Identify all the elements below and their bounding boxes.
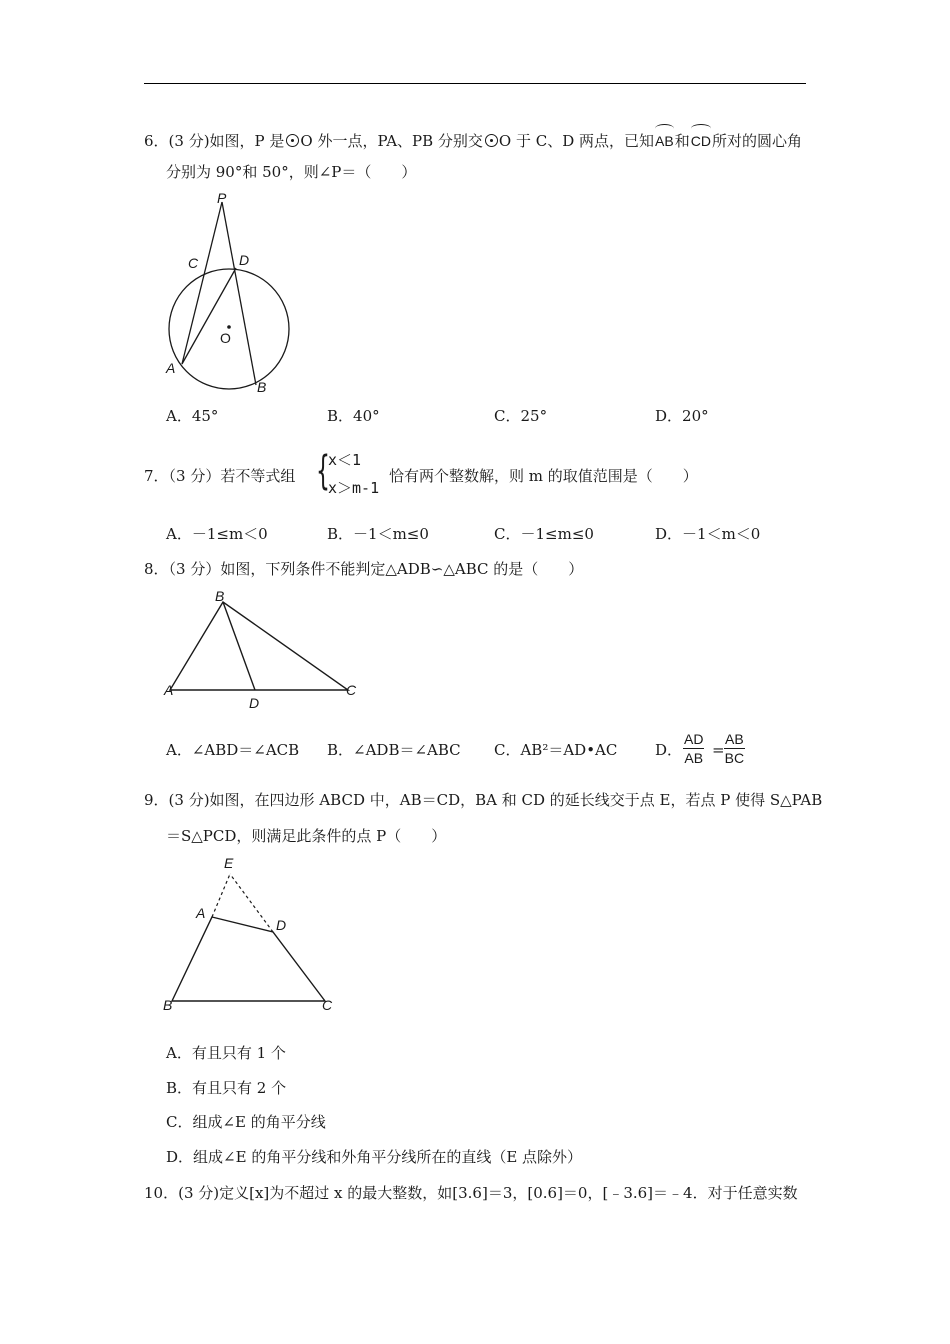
q9-option-c[interactable]: C．组成∠E 的角平分线 [166, 1113, 326, 1131]
circle-dot-icon [286, 134, 299, 147]
arc-ab: AB [655, 127, 674, 151]
q7-stem-prefix: 7．（3 分）若不等式组 [144, 467, 296, 485]
q6-option-a[interactable]: A．45° [166, 407, 219, 425]
label-p: P [217, 190, 227, 206]
q8-option-c[interactable]: C．AB²＝AD•AC [494, 741, 618, 759]
q8-option-d[interactable]: D． [655, 741, 683, 759]
circle-dot-icon [485, 134, 498, 147]
center-dot [227, 325, 231, 329]
label-a: A [166, 360, 176, 376]
label-d: D [239, 252, 250, 268]
q9-quadrilateral-figure [160, 850, 350, 1020]
inequality-system [316, 447, 396, 499]
inequality-row-1: x＜1 [328, 451, 362, 469]
label-a: A [164, 682, 174, 698]
q7-option-d[interactable]: D．－1＜m＜0 [655, 525, 761, 543]
inequality-row-2: x＞m-1 [328, 479, 380, 497]
q6-option-d[interactable]: D．20° [655, 407, 709, 425]
q9-stem-line1: 9．(3 分)如图，在四边形 ABCD 中，AB＝CD，BA 和 CD 的延长线交于点 E，若点 P 使得 S△PAB [144, 791, 823, 809]
q6-stem-line1: 6．(3 分)如图，P 是 O 外一点，PA、PB 分别交 O 于 C、D 两点，已知AB和CD所对的圆心角 [144, 127, 802, 151]
circle-o [169, 269, 289, 389]
fraction-ab-bc: $\frac{AB}{BC}$ [724, 731, 745, 766]
q8-stem: 8．（3 分）如图，下列条件不能判定△ADB∽△ABC 的是（ ） [144, 560, 584, 578]
label-b: B [163, 997, 173, 1013]
brace-icon: { [316, 448, 330, 494]
q6-stem-line2: 分别为 90°和 50°，则∠P＝（ ） [166, 163, 417, 181]
segment-ad [182, 268, 236, 364]
q7-stem-suffix: 恰有两个整数解，则 m 的取值范围是（ ） [389, 467, 698, 485]
triangle-abc [170, 602, 348, 690]
fraction-ad-ab: $\frac{AD}{AB}$ [684, 731, 704, 766]
q7-option-a[interactable]: A．－1≤m＜0 [166, 525, 268, 543]
q7-option-c[interactable]: C．－1≤m≤0 [494, 525, 594, 543]
label-d: D [249, 695, 260, 711]
segment-pa [182, 202, 222, 364]
q9-option-b[interactable]: B．有且只有 2 个 [166, 1079, 287, 1097]
header-rule [144, 83, 806, 84]
label-e: E [224, 855, 234, 871]
equals-sign: = [712, 741, 725, 759]
segment-bd [223, 602, 255, 690]
q9-stem-line2: ＝S△PCD，则满足此条件的点 P（ ） [166, 827, 447, 845]
label-c: C [322, 997, 333, 1013]
segment-pb [222, 202, 256, 385]
q8-triangle-figure [160, 584, 370, 714]
label-a: A [196, 905, 206, 921]
label-b: B [215, 588, 225, 604]
q9-option-d[interactable]: D．组成∠E 的角平分线和外角平分线所在的直线（E 点除外） [166, 1148, 583, 1166]
extension-ae [212, 874, 230, 917]
quadrilateral-abcd [172, 917, 325, 1001]
label-d: D [276, 917, 287, 933]
q7-option-b[interactable]: B．－1＜m≤0 [327, 525, 429, 543]
q6-circle-figure [155, 188, 305, 398]
label-c: C [188, 255, 199, 271]
label-o: O [220, 330, 231, 346]
label-b: B [257, 379, 267, 395]
q8-option-a[interactable]: A．∠ABD＝∠ACB [166, 741, 300, 759]
q10-stem-line1: 10．(3 分)定义[x]为不超过 x 的最大整数，如[3.6]＝3，[0.6]＝0，[﹣3.6]＝﹣4．对于任意实数 [144, 1184, 798, 1202]
label-c: C [346, 682, 357, 698]
q8-option-b[interactable]: B．∠ADB＝∠ABC [327, 741, 461, 759]
q6-option-c[interactable]: C．25° [494, 407, 548, 425]
arc-cd: CD [691, 127, 711, 151]
q6-option-b[interactable]: B．40° [327, 407, 380, 425]
q9-option-a[interactable]: A．有且只有 1 个 [166, 1044, 286, 1062]
